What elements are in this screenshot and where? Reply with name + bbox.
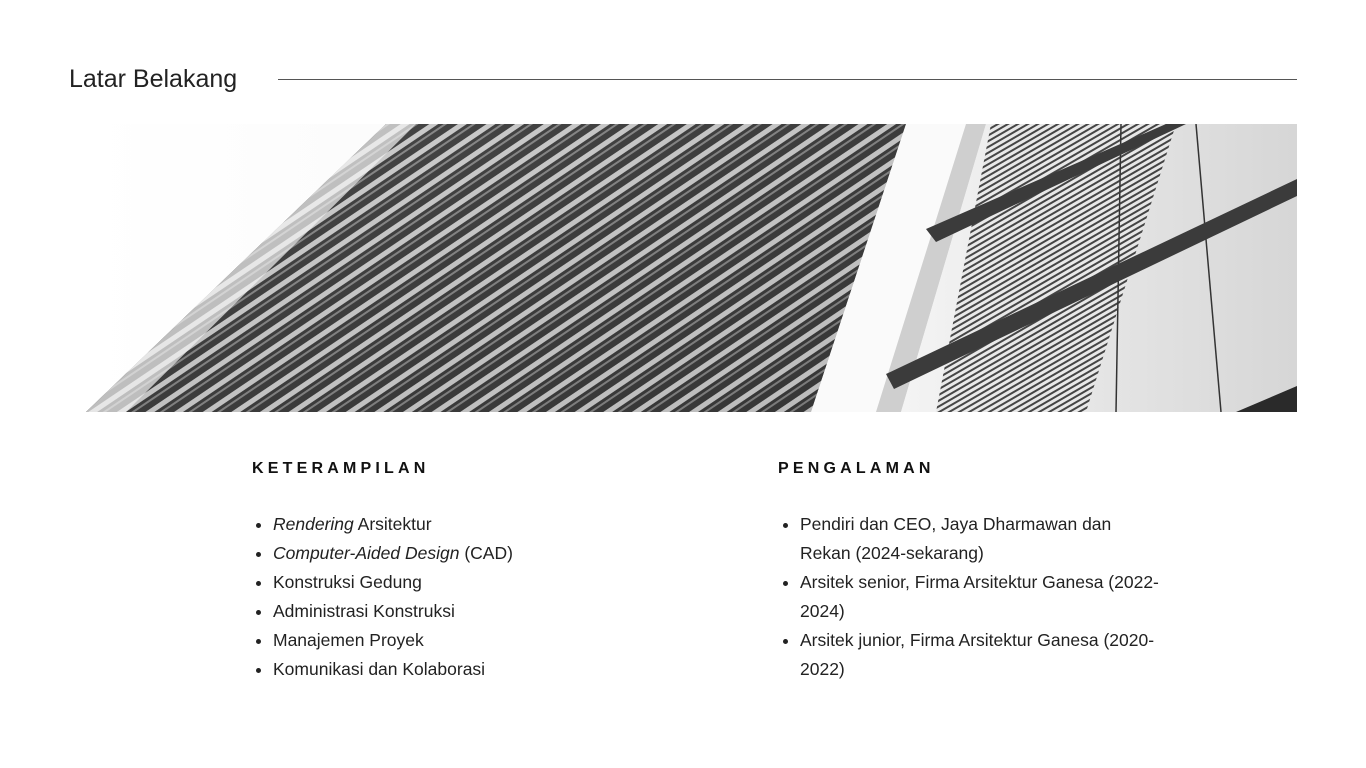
list-item: • Arsitek senior, Firma Arsitektur Ganesa (2022-2024) — [800, 568, 1160, 626]
list-item: • Rendering Arsitektur — [273, 510, 713, 539]
list-item: • Computer-Aided Design (CAD) — [273, 539, 713, 568]
building-facade-photo — [86, 124, 1297, 412]
list-item: • Pendiri dan CEO, Jaya Dharmawan dan Rekan (2024-sekarang) — [800, 510, 1160, 568]
list-item: • Konstruksi Gedung — [273, 568, 713, 597]
experience-list — [779, 510, 1160, 684]
page-title: Latar Belakang — [69, 65, 238, 93]
skills-list — [252, 510, 713, 684]
title-divider — [278, 79, 1297, 80]
experience-heading: PENGALAMAN — [778, 460, 935, 477]
list-item: • Komunikasi dan Kolaborasi — [273, 655, 713, 684]
list-item: • Arsitek junior, Firma Arsitektur Ganesa (2020-2022) — [800, 626, 1160, 684]
list-item: • Manajemen Proyek — [273, 626, 713, 655]
list-item: • Administrasi Konstruksi — [273, 597, 713, 626]
skills-heading: KETERAMPILAN — [252, 460, 430, 477]
